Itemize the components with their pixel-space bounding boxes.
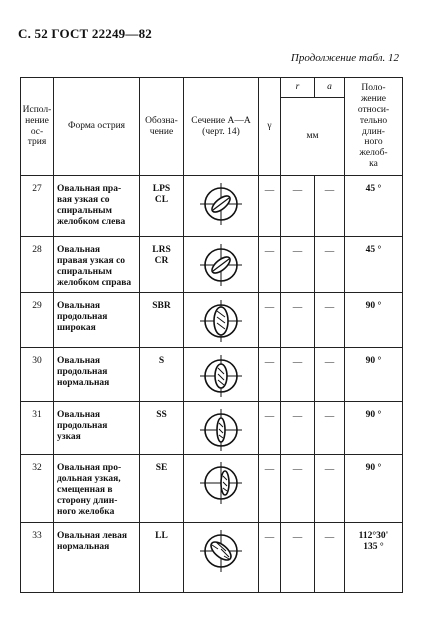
- point-designation: SS: [140, 402, 184, 455]
- position-value: 45 °: [345, 176, 403, 237]
- position-value: 112°30' 135 °: [345, 523, 403, 593]
- position-value: 90 °: [345, 348, 403, 402]
- r-value: —: [281, 402, 315, 455]
- oval-narrow-vertical-icon: [199, 408, 243, 452]
- table-row: [21, 402, 403, 455]
- section-drawing: [184, 348, 259, 402]
- oval-offset-vertical-icon: [199, 461, 243, 505]
- row-number: 29: [21, 293, 54, 348]
- section-drawing: [184, 176, 259, 237]
- a-value: —: [315, 293, 345, 348]
- needle-point-table: [20, 77, 403, 593]
- section-drawing: [184, 293, 259, 348]
- col-a: a: [315, 78, 345, 98]
- r-value: —: [281, 237, 315, 293]
- gamma-value: —: [259, 237, 281, 293]
- gamma-value: —: [259, 402, 281, 455]
- col-unit-mm: мм: [281, 98, 345, 176]
- a-value: —: [315, 402, 345, 455]
- position-value: 90 °: [345, 402, 403, 455]
- point-shape: Овальная правая узкая со спиральным желобком справа: [54, 237, 140, 293]
- point-designation: LL: [140, 523, 184, 593]
- point-designation: SE: [140, 455, 184, 523]
- row-number: 30: [21, 348, 54, 402]
- gamma-value: —: [259, 455, 281, 523]
- position-value: 90 °: [345, 455, 403, 523]
- point-shape: Овальная продольная узкая: [54, 402, 140, 455]
- col-shape: Форма острия: [54, 78, 140, 176]
- col-execution: Испол- нение ос- трия: [21, 78, 54, 176]
- page-header: С. 52 ГОСТ 22249—82: [18, 26, 152, 41]
- row-number: 32: [21, 455, 54, 523]
- point-designation: LRS CR: [140, 237, 184, 293]
- position-value: 45 °: [345, 237, 403, 293]
- r-value: —: [281, 293, 315, 348]
- position-value: 90 °: [345, 293, 403, 348]
- r-value: —: [281, 176, 315, 237]
- table-continuation-label: Продолжение табл. 12: [290, 52, 399, 64]
- row-number: 27: [21, 176, 54, 237]
- a-value: —: [315, 523, 345, 593]
- section-drawing: [184, 523, 259, 593]
- col-section: Сечение А—А (черт. 14): [184, 78, 259, 176]
- section-drawing: [184, 402, 259, 455]
- col-position: Поло- жение относи- тельно длин- ного желоб- ка: [345, 78, 403, 176]
- col-gamma: γ: [259, 78, 281, 176]
- a-value: —: [315, 348, 345, 402]
- r-value: —: [281, 348, 315, 402]
- gamma-value: —: [259, 176, 281, 237]
- oval-normal-vertical-icon: [199, 354, 243, 398]
- oval-narrow-45-icon: [199, 243, 243, 287]
- row-number: 28: [21, 237, 54, 293]
- point-shape: Овальная продольная нормальная: [54, 348, 140, 402]
- point-designation: S: [140, 348, 184, 402]
- row-number: 33: [21, 523, 54, 593]
- table-row: [21, 455, 403, 523]
- a-value: —: [315, 237, 345, 293]
- section-drawing: [184, 455, 259, 523]
- table-row: [21, 176, 403, 237]
- a-value: —: [315, 455, 345, 523]
- col-designation: Обозна- чение: [140, 78, 184, 176]
- r-value: —: [281, 455, 315, 523]
- point-designation: LPS CL: [140, 176, 184, 237]
- table-row: [21, 237, 403, 293]
- table-row: [21, 293, 403, 348]
- section-drawing: [184, 237, 259, 293]
- point-shape: Овальная продольная широкая: [54, 293, 140, 348]
- a-value: —: [315, 176, 345, 237]
- table-row: [21, 348, 403, 402]
- col-r: r: [281, 78, 315, 98]
- point-shape: Овальная про- дольная узкая, смещенная в сторону длин- ного желобка: [54, 455, 140, 523]
- table-row: [21, 523, 403, 593]
- row-number: 31: [21, 402, 54, 455]
- point-designation: SBR: [140, 293, 184, 348]
- point-shape: Овальная пра- вая узкая со спиральным желобком слева: [54, 176, 140, 237]
- oval-wide-vertical-icon: [199, 299, 243, 343]
- gamma-value: —: [259, 293, 281, 348]
- oval-narrow-45-icon: [199, 182, 243, 226]
- point-shape: Овальная левая нормальная: [54, 523, 140, 593]
- r-value: —: [281, 523, 315, 593]
- gamma-value: —: [259, 348, 281, 402]
- oval-left-normal-icon: [199, 529, 243, 573]
- gamma-value: —: [259, 523, 281, 593]
